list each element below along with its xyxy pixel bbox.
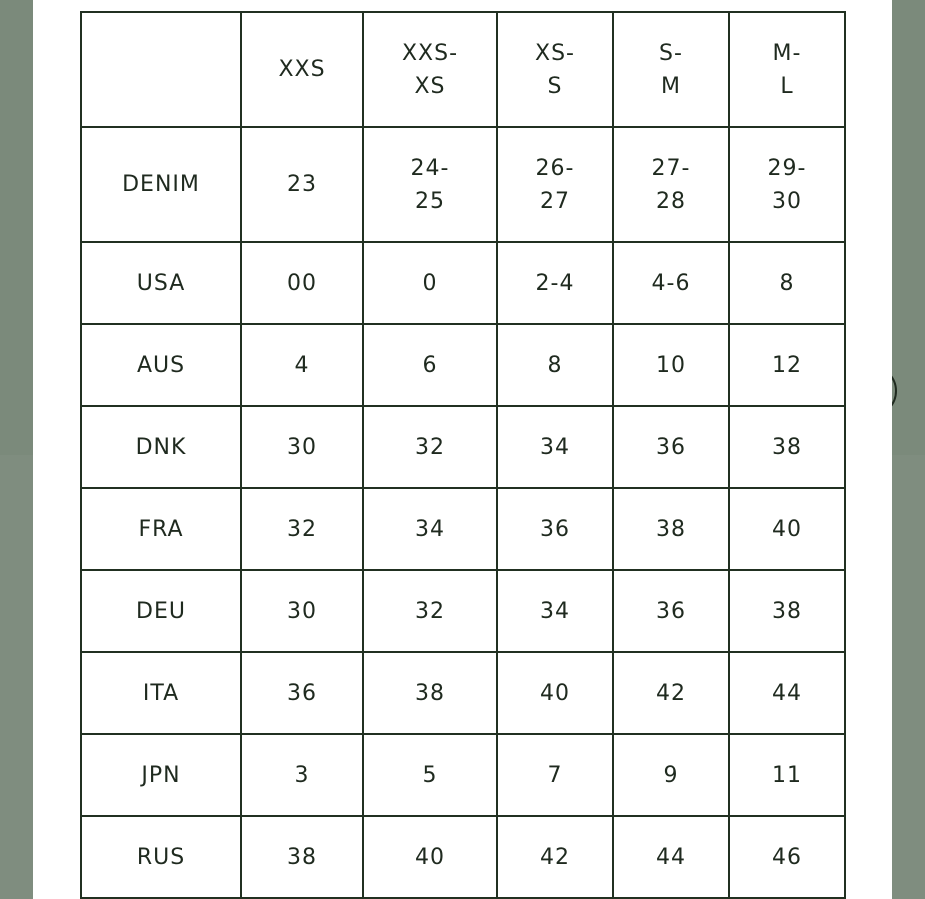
size-value-cell: 38: [729, 570, 845, 652]
size-value-cell: 23: [241, 127, 363, 242]
size-value-cell: 34: [363, 488, 497, 570]
size-value-cell: 36: [241, 652, 363, 734]
row-label: DENIM: [81, 127, 241, 242]
size-value-cell: 40: [497, 652, 613, 734]
size-value-cell: 8: [729, 242, 845, 324]
table-row: [81, 488, 845, 570]
size-column-header: XXS- XS: [363, 12, 497, 127]
size-value-cell: 26- 27: [497, 127, 613, 242]
size-column-header: XS- S: [497, 12, 613, 127]
size-value-cell: 2-4: [497, 242, 613, 324]
corner-cell: [81, 12, 241, 127]
row-label: FRA: [81, 488, 241, 570]
size-value-cell: 42: [497, 816, 613, 898]
size-value-cell: 0: [363, 242, 497, 324]
size-value-cell: 5: [363, 734, 497, 816]
size-value-cell: 12: [729, 324, 845, 406]
size-value-cell: 36: [613, 570, 729, 652]
size-value-cell: 9: [613, 734, 729, 816]
size-column-header: S- M: [613, 12, 729, 127]
size-value-cell: 44: [613, 816, 729, 898]
size-value-cell: 10: [613, 324, 729, 406]
table-row: [81, 816, 845, 898]
size-value-cell: 38: [241, 816, 363, 898]
size-value-cell: 44: [729, 652, 845, 734]
size-value-cell: 7: [497, 734, 613, 816]
size-column-header: M- L: [729, 12, 845, 127]
table-row: [81, 570, 845, 652]
table-row: [81, 242, 845, 324]
size-value-cell: 00: [241, 242, 363, 324]
size-value-cell: 38: [729, 406, 845, 488]
size-value-cell: 34: [497, 406, 613, 488]
size-value-cell: 4: [241, 324, 363, 406]
size-value-cell: 32: [363, 570, 497, 652]
size-value-cell: 40: [363, 816, 497, 898]
row-label: AUS: [81, 324, 241, 406]
row-label: DNK: [81, 406, 241, 488]
size-value-cell: 40: [729, 488, 845, 570]
size-value-cell: 36: [613, 406, 729, 488]
table-row: [81, 324, 845, 406]
size-value-cell: 38: [613, 488, 729, 570]
size-value-cell: 30: [241, 570, 363, 652]
row-label: USA: [81, 242, 241, 324]
size-value-cell: 11: [729, 734, 845, 816]
size-value-cell: 30: [241, 406, 363, 488]
row-label: RUS: [81, 816, 241, 898]
table-row-denim: [81, 127, 845, 242]
size-chart-table: [80, 11, 846, 899]
size-value-cell: 4-6: [613, 242, 729, 324]
size-header-row: [81, 12, 845, 127]
table-row: [81, 734, 845, 816]
size-value-cell: 32: [241, 488, 363, 570]
size-value-cell: 46: [729, 816, 845, 898]
size-value-cell: 6: [363, 324, 497, 406]
size-value-cell: 42: [613, 652, 729, 734]
table-row: [81, 406, 845, 488]
size-chart-modal: [33, 0, 892, 899]
size-value-cell: 8: [497, 324, 613, 406]
size-value-cell: 38: [363, 652, 497, 734]
size-value-cell: 3: [241, 734, 363, 816]
row-label: DEU: [81, 570, 241, 652]
size-column-header: XXS: [241, 12, 363, 127]
size-value-cell: 29- 30: [729, 127, 845, 242]
size-value-cell: 34: [497, 570, 613, 652]
size-value-cell: 24- 25: [363, 127, 497, 242]
table-row: [81, 652, 845, 734]
row-label: ITA: [81, 652, 241, 734]
size-value-cell: 32: [363, 406, 497, 488]
size-value-cell: 36: [497, 488, 613, 570]
size-value-cell: 27- 28: [613, 127, 729, 242]
row-label: JPN: [81, 734, 241, 816]
